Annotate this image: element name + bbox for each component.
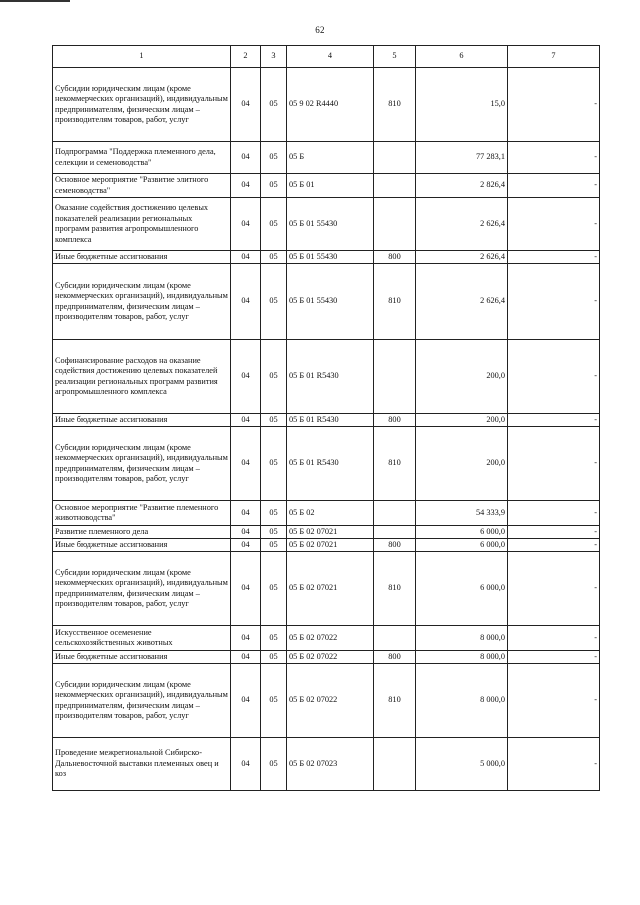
- column-header: 5: [374, 46, 416, 68]
- row-section-code: 04: [231, 501, 261, 526]
- row-expense-type-code: [374, 142, 416, 174]
- table-row: [53, 251, 600, 264]
- row-section-code: 04: [231, 539, 261, 552]
- row-expense-type-code: [374, 526, 416, 539]
- table-row: [53, 68, 600, 142]
- row-amount: 200,0: [416, 340, 508, 414]
- row-subsection-code: 05: [261, 552, 287, 626]
- row-name-cell: Иные бюджетные ассигнования: [53, 414, 231, 427]
- row-name-cell: Субсидии юридическим лицам (кроме некоммерческих организаций), индивидуальным предпринимателям, физическим лицам – производителям товаров, работ, услуг: [53, 552, 231, 626]
- row-subsection-code: 05: [261, 664, 287, 738]
- row-section-code: 04: [231, 738, 261, 791]
- row-amount: 15,0: [416, 68, 508, 142]
- row-name-cell: Субсидии юридическим лицам (кроме некоммерческих организаций), индивидуальным предпринимателям, физическим лицам – производителям товаров, работ, услуг: [53, 664, 231, 738]
- scan-corner-mark: [0, 0, 70, 2]
- row-subsection-code: 05: [261, 174, 287, 198]
- row-expense-type-code: [374, 501, 416, 526]
- row-amount: 8 000,0: [416, 664, 508, 738]
- table-row: [53, 414, 600, 427]
- row-target-article-code: 05 Б 02: [287, 501, 374, 526]
- row-amount: 6 000,0: [416, 526, 508, 539]
- row-expense-type-code: 810: [374, 664, 416, 738]
- row-subsection-code: 05: [261, 340, 287, 414]
- row-target-article-code: 05 Б 01 55430: [287, 198, 374, 251]
- row-target-article-code: 05 Б 02 07021: [287, 539, 374, 552]
- row-target-article-code: 05 Б 02 07022: [287, 626, 374, 651]
- row-target-article-code: 05 Б 02 07021: [287, 552, 374, 626]
- table-row: [53, 651, 600, 664]
- row-subsection-code: 05: [261, 626, 287, 651]
- row-column-7: -: [508, 68, 600, 142]
- table-row: [53, 552, 600, 626]
- row-target-article-code: 05 Б 02 07023: [287, 738, 374, 791]
- row-subsection-code: 05: [261, 651, 287, 664]
- row-subsection-code: 05: [261, 142, 287, 174]
- row-column-7: -: [508, 651, 600, 664]
- row-expense-type-code: 810: [374, 427, 416, 501]
- row-amount: 5 000,0: [416, 738, 508, 791]
- row-section-code: 04: [231, 142, 261, 174]
- table-row: [53, 340, 600, 414]
- row-expense-type-code: 800: [374, 539, 416, 552]
- table-row: [53, 174, 600, 198]
- row-target-article-code: 05 Б 01 R5430: [287, 427, 374, 501]
- row-target-article-code: 05 Б 02 07022: [287, 651, 374, 664]
- row-expense-type-code: [374, 738, 416, 791]
- row-expense-type-code: 800: [374, 414, 416, 427]
- row-amount: 8 000,0: [416, 651, 508, 664]
- row-subsection-code: 05: [261, 198, 287, 251]
- page-number: 62: [315, 25, 325, 35]
- row-expense-type-code: 800: [374, 251, 416, 264]
- row-column-7: -: [508, 738, 600, 791]
- table-row: [53, 264, 600, 340]
- row-amount: 54 333,9: [416, 501, 508, 526]
- row-name-cell: Развитие племенного дела: [53, 526, 231, 539]
- row-column-7: -: [508, 340, 600, 414]
- row-expense-type-code: [374, 340, 416, 414]
- row-section-code: 04: [231, 626, 261, 651]
- row-name-cell: Субсидии юридическим лицам (кроме некоммерческих организаций), индивидуальным предпринимателям, физическим лицам – производителям товаров, работ, услуг: [53, 427, 231, 501]
- row-name-cell: Проведение межрегиональной Сибирско-Дальневосточной выставки племенных овец и коз: [53, 738, 231, 791]
- row-target-article-code: 05 Б 01 R5430: [287, 340, 374, 414]
- row-name-cell: Оказание содействия достижению целевых показателей реализации региональных программ развития агропромышленного комплекса: [53, 198, 231, 251]
- row-expense-type-code: 810: [374, 264, 416, 340]
- row-subsection-code: 05: [261, 414, 287, 427]
- column-header: 3: [261, 46, 287, 68]
- row-expense-type-code: 800: [374, 651, 416, 664]
- row-amount: 8 000,0: [416, 626, 508, 651]
- row-target-article-code: 05 Б: [287, 142, 374, 174]
- budget-table: [52, 45, 600, 791]
- row-section-code: 04: [231, 198, 261, 251]
- row-amount: 77 283,1: [416, 142, 508, 174]
- row-amount: 200,0: [416, 414, 508, 427]
- row-column-7: -: [508, 142, 600, 174]
- row-name-cell: Иные бюджетные ассигнования: [53, 539, 231, 552]
- row-expense-type-code: [374, 174, 416, 198]
- column-header: 4: [287, 46, 374, 68]
- table-header-row: [53, 46, 600, 68]
- row-column-7: -: [508, 626, 600, 651]
- row-subsection-code: 05: [261, 251, 287, 264]
- row-section-code: 04: [231, 264, 261, 340]
- row-column-7: -: [508, 198, 600, 251]
- row-amount: 2 626,4: [416, 251, 508, 264]
- row-column-7: -: [508, 539, 600, 552]
- row-target-article-code: 05 Б 01: [287, 174, 374, 198]
- row-name-cell: Искусственное осеменение сельскохозяйственных животных: [53, 626, 231, 651]
- row-name-cell: Субсидии юридическим лицам (кроме некоммерческих организаций), индивидуальным предпринимателям, физическим лицам – производителям товаров, работ, услуг: [53, 264, 231, 340]
- row-name-cell: Софинансирование расходов на оказание содействия достижению целевых показателей реализации региональных программ развития агропромышленного комплекса: [53, 340, 231, 414]
- row-section-code: 04: [231, 251, 261, 264]
- table-row: [53, 427, 600, 501]
- row-subsection-code: 05: [261, 526, 287, 539]
- row-target-article-code: 05 Б 02 07021: [287, 526, 374, 539]
- table-row: [53, 539, 600, 552]
- row-subsection-code: 05: [261, 501, 287, 526]
- column-header: 7: [508, 46, 600, 68]
- row-target-article-code: 05 Б 01 55430: [287, 251, 374, 264]
- row-column-7: -: [508, 664, 600, 738]
- table-row: [53, 526, 600, 539]
- row-amount: 200,0: [416, 427, 508, 501]
- row-subsection-code: 05: [261, 738, 287, 791]
- table-row: [53, 664, 600, 738]
- row-subsection-code: 05: [261, 427, 287, 501]
- row-section-code: 04: [231, 68, 261, 142]
- row-amount: 2 626,4: [416, 264, 508, 340]
- row-column-7: -: [508, 427, 600, 501]
- row-column-7: -: [508, 251, 600, 264]
- table-row: [53, 626, 600, 651]
- table-row: [53, 501, 600, 526]
- row-column-7: -: [508, 264, 600, 340]
- table-row: [53, 142, 600, 174]
- row-target-article-code: 05 Б 02 07022: [287, 664, 374, 738]
- row-section-code: 04: [231, 427, 261, 501]
- column-header: 2: [231, 46, 261, 68]
- row-name-cell: Подпрограмма "Поддержка племенного дела, селекции и семеноводства": [53, 142, 231, 174]
- table-row: [53, 198, 600, 251]
- row-name-cell: Основное мероприятие "Развитие элитного семеноводства": [53, 174, 231, 198]
- row-target-article-code: 05 9 02 R4440: [287, 68, 374, 142]
- row-column-7: -: [508, 526, 600, 539]
- row-expense-type-code: [374, 626, 416, 651]
- row-name-cell: Субсидии юридическим лицам (кроме некоммерческих организаций), индивидуальным предпринимателям, физическим лицам – производителям товаров, работ, услуг: [53, 68, 231, 142]
- row-section-code: 04: [231, 664, 261, 738]
- row-section-code: 04: [231, 414, 261, 427]
- row-section-code: 04: [231, 526, 261, 539]
- table-row: [53, 738, 600, 791]
- row-section-code: 04: [231, 552, 261, 626]
- row-section-code: 04: [231, 174, 261, 198]
- row-name-cell: Основное мероприятие "Развитие племенного животноводства": [53, 501, 231, 526]
- column-header: 6: [416, 46, 508, 68]
- row-expense-type-code: 810: [374, 552, 416, 626]
- row-section-code: 04: [231, 340, 261, 414]
- row-subsection-code: 05: [261, 539, 287, 552]
- row-amount: 6 000,0: [416, 552, 508, 626]
- row-column-7: -: [508, 174, 600, 198]
- row-amount: 2 626,4: [416, 198, 508, 251]
- row-subsection-code: 05: [261, 264, 287, 340]
- row-name-cell: Иные бюджетные ассигнования: [53, 251, 231, 264]
- row-column-7: -: [508, 414, 600, 427]
- row-amount: 2 826,4: [416, 174, 508, 198]
- column-header: 1: [53, 46, 231, 68]
- row-expense-type-code: 810: [374, 68, 416, 142]
- row-target-article-code: 05 Б 01 R5430: [287, 414, 374, 427]
- row-section-code: 04: [231, 651, 261, 664]
- row-amount: 6 000,0: [416, 539, 508, 552]
- row-name-cell: Иные бюджетные ассигнования: [53, 651, 231, 664]
- row-column-7: -: [508, 552, 600, 626]
- row-column-7: -: [508, 501, 600, 526]
- row-target-article-code: 05 Б 01 55430: [287, 264, 374, 340]
- row-subsection-code: 05: [261, 68, 287, 142]
- row-expense-type-code: [374, 198, 416, 251]
